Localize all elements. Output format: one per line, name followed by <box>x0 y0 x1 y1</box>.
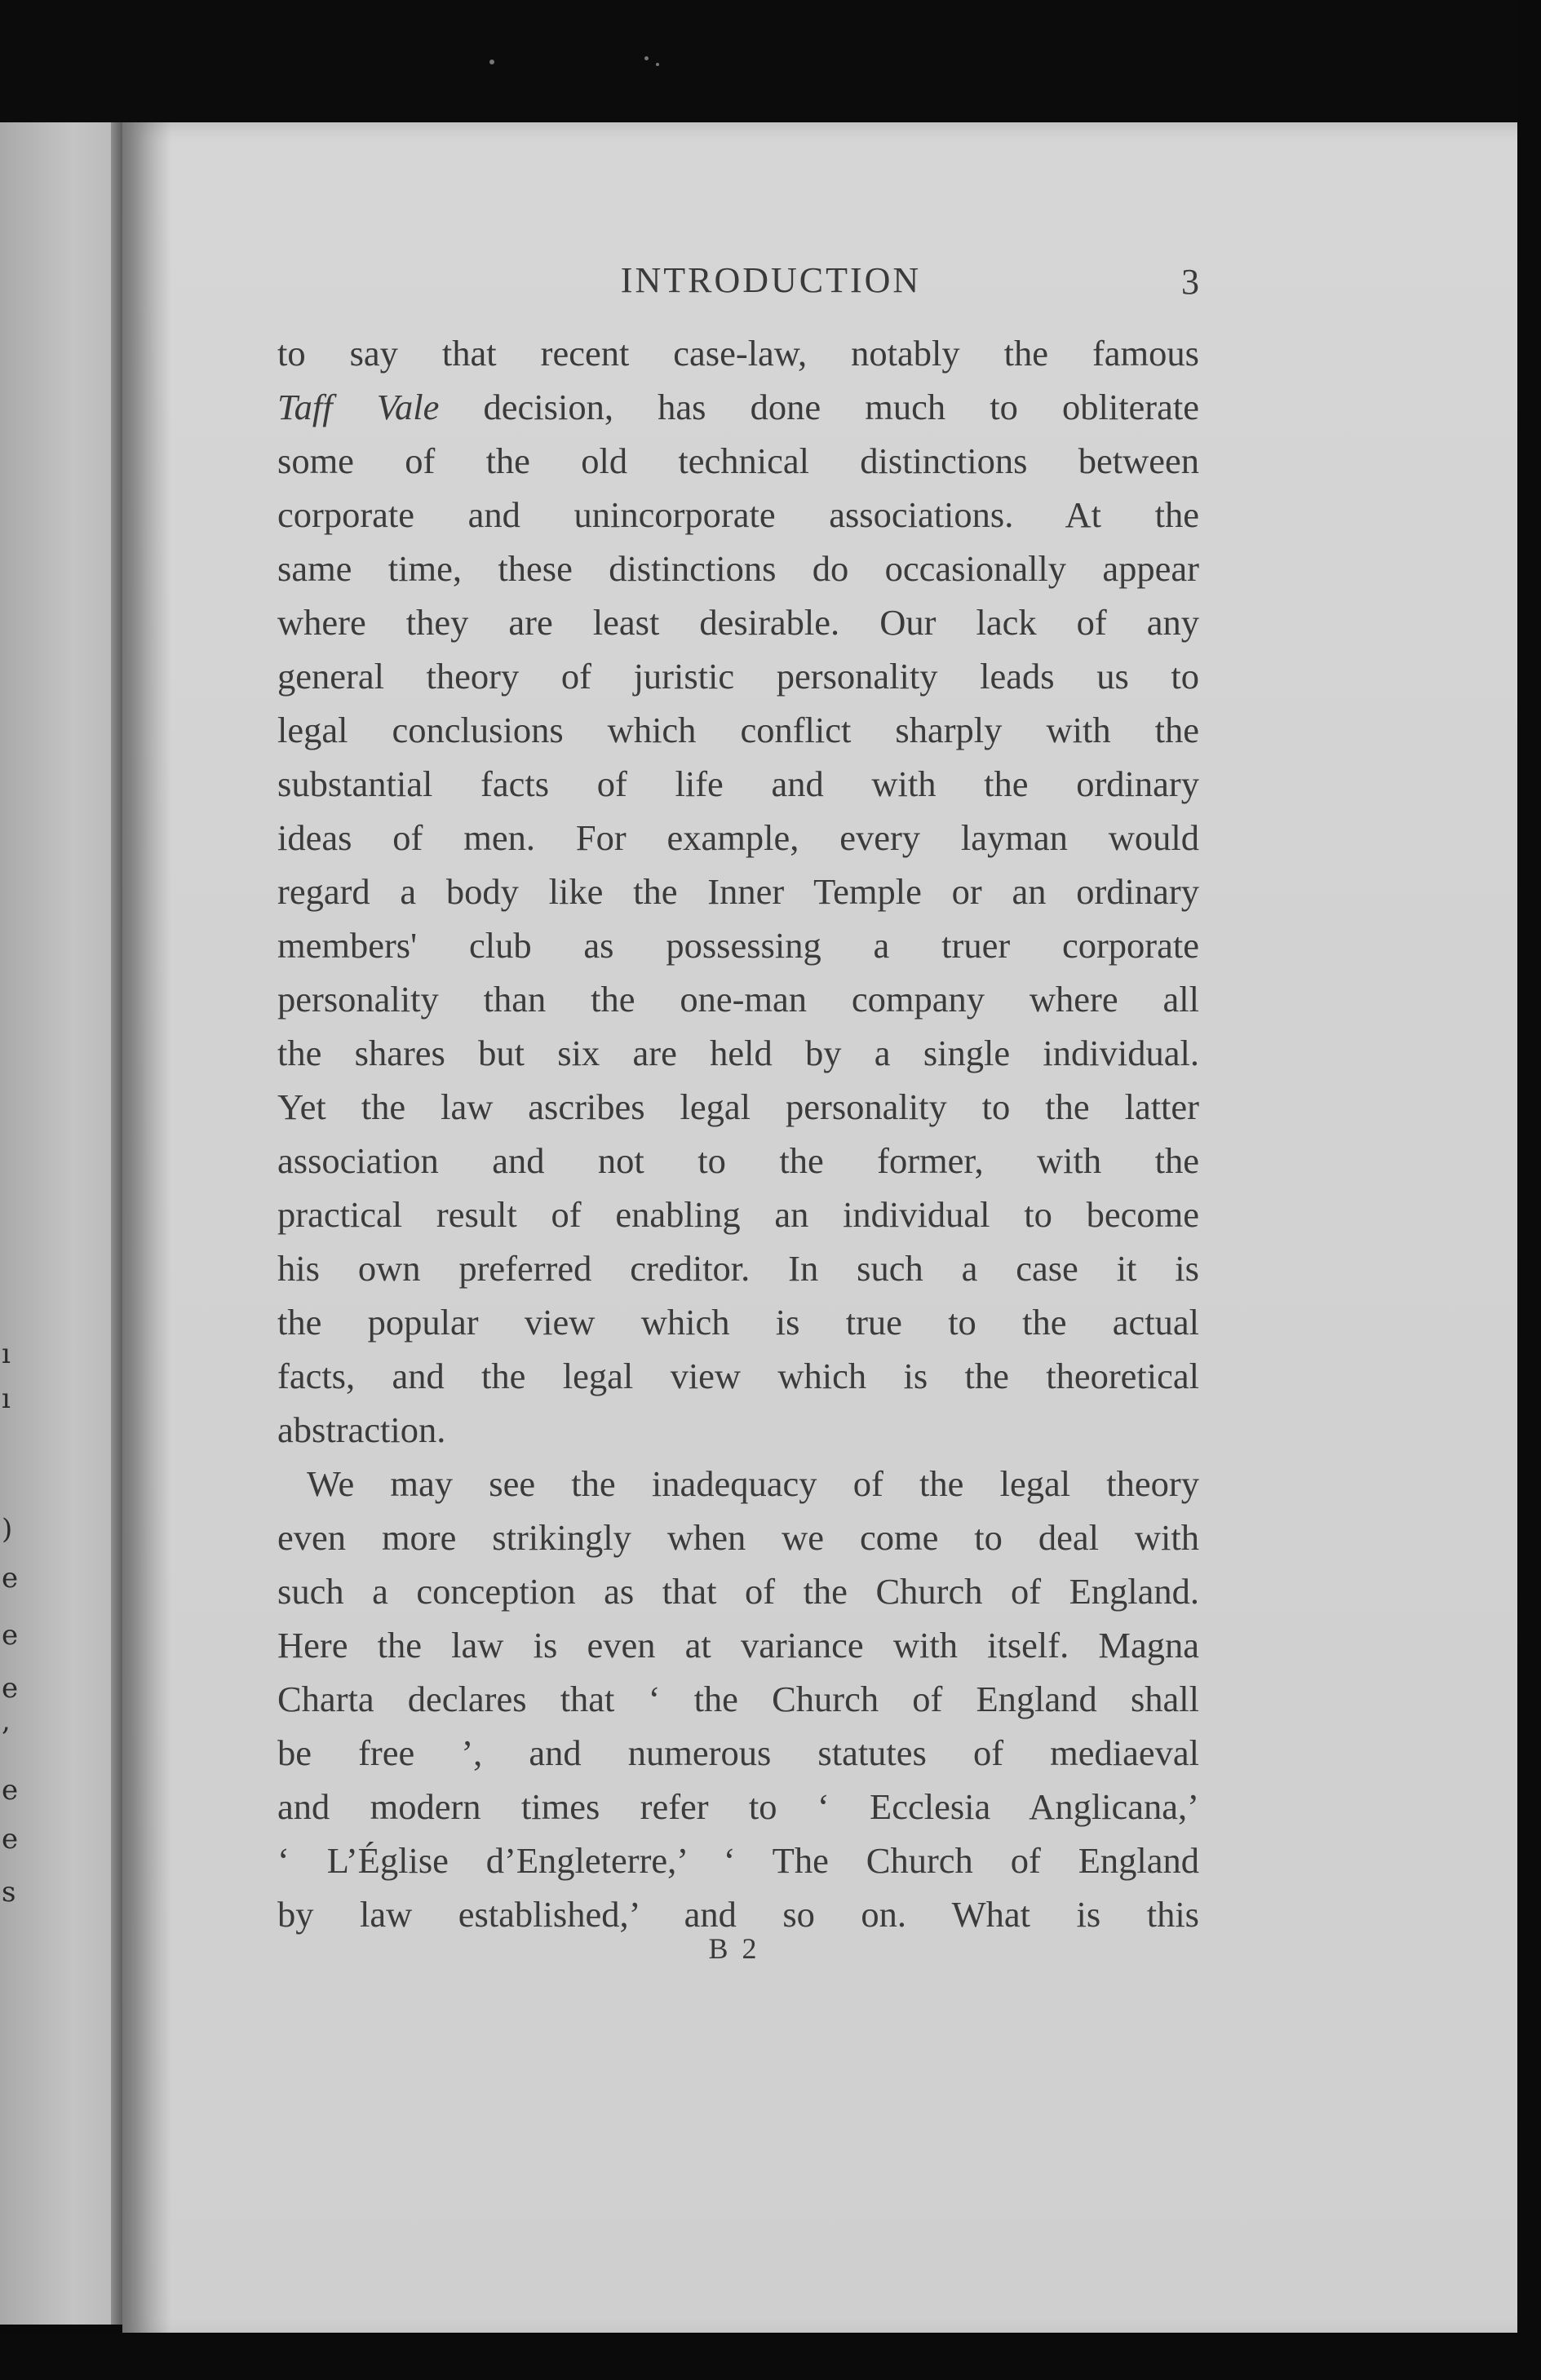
text-line: the popular view which is true to the actual <box>277 1302 1199 1343</box>
spine-shadow <box>122 122 171 2341</box>
page-number: 3 <box>1181 262 1199 302</box>
text-line: and modern times refer to ‘ Ecclesia Anglicana,’ <box>277 1786 1199 1827</box>
text-line: regard a body like the Inner Temple or an ordinary <box>277 871 1199 912</box>
cut-char: ı <box>2 1382 11 1415</box>
cut-char: , <box>2 1705 11 1737</box>
text-line: facts, and the legal view which is the theoretical <box>277 1356 1199 1396</box>
text-line: Here the law is even at variance with itself. Magna <box>277 1625 1199 1666</box>
text-line: abstraction. <box>277 1409 446 1450</box>
cut-char: e <box>2 1619 19 1652</box>
cut-char: ı <box>2 1338 11 1370</box>
case-name-italic: Taff Vale <box>277 387 440 427</box>
facing-page-left <box>0 122 122 2325</box>
dust-specks <box>481 45 685 77</box>
cut-char: e <box>2 1562 19 1595</box>
text-line: same time, these distinctions do occasionally appear <box>277 548 1199 589</box>
text-line: his own preferred creditor. In such a case it is <box>277 1248 1199 1289</box>
printer-signature-mark: B 2 <box>708 1932 760 1965</box>
text-line: Charta declares that ‘ the Church of England shall <box>277 1679 1199 1719</box>
text-line <box>277 380 1199 434</box>
text-line: We may see the inadequacy of the legal theory <box>307 1463 1199 1504</box>
facing-page-cut-text <box>0 1338 19 1909</box>
cut-char: e <box>2 1774 19 1807</box>
text-line: members' club as possessing a truer corporate <box>277 925 1199 966</box>
scan-background-top <box>0 0 1541 131</box>
text-line: personality than the one-man company where all <box>277 979 1199 1020</box>
text-line: such a conception as that of the Church of England. <box>277 1571 1199 1612</box>
text-line: to say that recent case-law, notably the famous <box>277 333 1199 374</box>
text-line: even more strikingly when we come to deal with <box>277 1517 1199 1558</box>
text-line: practical result of enabling an individual to become <box>277 1194 1199 1235</box>
text-line: the shares but six are held by a single individual. <box>277 1033 1199 1073</box>
scan-background-bottom <box>0 2333 1541 2380</box>
text-line: substantial facts of life and with the ordinary <box>277 763 1199 804</box>
text-line: be free ’, and numerous statutes of mediaeval <box>277 1732 1199 1773</box>
text-line: Yet the law ascribes legal personality to the latter <box>277 1086 1199 1127</box>
page-header <box>277 259 1199 308</box>
text-line: ideas of men. For example, every layman would <box>277 817 1199 858</box>
text-line-rest: decision, has done much to obliterate <box>439 387 1199 427</box>
body-text <box>277 326 1199 1941</box>
text-line: ‘ L’Église d’Engleterre,’ ‘ The Church of England <box>277 1840 1199 1881</box>
cut-char: e <box>2 1823 19 1856</box>
text-line: some of the old technical distinctions between <box>277 440 1199 481</box>
text-line: legal conclusions which conflict sharply with the <box>277 710 1199 750</box>
facing-page-edge <box>111 122 122 2325</box>
running-head: INTRODUCTION <box>620 260 922 300</box>
text-line: by law established,’ and so on. What is this <box>277 1894 1199 1935</box>
cut-char: s <box>2 1876 16 1909</box>
text-line: general theory of juristic personality leads us to <box>277 656 1199 697</box>
cut-char: ) <box>2 1513 13 1546</box>
scan-background-right <box>1517 0 1541 2380</box>
text-line: association and not to the former, with the <box>277 1140 1199 1181</box>
text-line: where they are least desirable. Our lack of any <box>277 602 1199 643</box>
text-line: corporate and unincorporate associations. At the <box>277 494 1199 535</box>
cut-char: e <box>2 1672 19 1705</box>
